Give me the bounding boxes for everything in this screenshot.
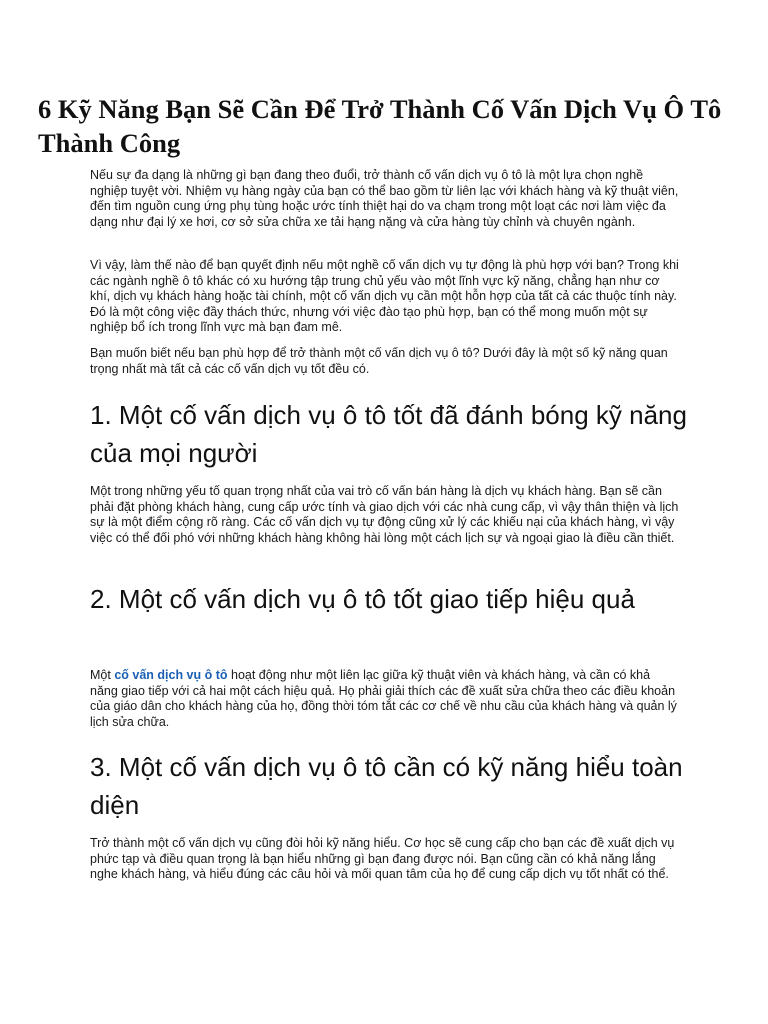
intro-paragraph-1: Nếu sự đa dạng là những gì bạn đang theo đuổi, trở thành cố vấn dịch vụ ô tô là một lựa chọn nghề nghiệp tuyệt vời. Nhiệm vụ hàng ngày của bạn có thể bao gồm từ liên lạc với khách hàng và kỹ thuật viên, đến tìm nguồn cung ứng phụ tùng hoặc ước tính thiệt hại do va chạm trong một loạt các nơi làm việc đa dạng như đại lý xe hơi, cơ sở sửa chữa xe tải hạng nặng và cửa hàng tùy chỉnh và chuyên ngành. xyxy=(90,168,679,229)
section-2-heading: 2. Một cố vấn dịch vụ ô tô tốt giao tiếp hiệu quả xyxy=(90,584,635,614)
service-advisor-link[interactable]: cố vấn dịch vụ ô tô xyxy=(114,668,228,682)
section-2-body-prefix: Một xyxy=(90,668,115,682)
section-2-body xyxy=(90,668,680,730)
section-3-body: Trở thành một cố vấn dịch vụ cũng đòi hỏi kỹ năng hiểu. Cơ học sẽ cung cấp cho bạn các đề xuất dịch vụ phức tạp và điều quan trọng là bạn hiểu những gì bạn đang được nói. Bạn cũng cần có khả năng lắng nghe khách hàng, và hiểu đúng các câu hỏi và mối quan tâm của họ để cung cấp dịch vụ tốt nhất có thể. xyxy=(90,836,675,881)
section-2-body-suffix: hoạt động như một liên lạc giữa kỹ thuật viên và khách hàng, và cần có khả năng giao tiếp với cả hai một cách hiệu quả. Họ phải giải thích các đề xuất sửa chữa theo các điều khoản của giáo dân cho khách hàng của họ, đồng thời tóm tắt các cơ chế về nhu cầu của khách hàng và quản lý lịch sửa chữa. xyxy=(90,668,677,729)
intro-paragraph-2: Vì vậy, làm thế nào để bạn quyết định nếu một nghề cố vấn dịch vụ tự động là phù hợp với bạn? Trong khi các ngành nghề ô tô khác có xu hướng tập trung chủ yếu vào một lĩnh vực kỹ năng, chẳng hạn như cơ khí, dịch vụ khách hàng hoặc tài chính, một cố vấn dịch vụ cần một hỗn hợp của tất cả các thuộc tính này. Đó là một công việc đầy thách thức, nhưng với việc đào tạo phù hợp, bạn có thể mong muốn một sự nghiệp bổ ích trong lĩnh vực mà bạn đam mê. xyxy=(90,258,679,334)
section-1-body: Một trong những yếu tố quan trọng nhất của vai trò cố vấn bán hàng là dịch vụ khách hàng. Bạn sẽ cần phải đặt phòng khách hàng, cung cấp ước tính và giao dịch với các nhà cung cấp, vì vậy thân thiện và lịch sự là một điểm cộng rõ ràng. Các cố vấn dịch vụ tự động cũng xử lý các khiếu nại của khách hàng, vì vậy việc có thể đối phó với những khách hàng không hài lòng một cách lịch sự và ngoại giao là điều cần thiết. xyxy=(90,484,679,545)
intro-paragraph-3: Bạn muốn biết nếu bạn phù hợp để trở thành một cố vấn dịch vụ ô tô? Dưới đây là một số kỹ năng quan trọng nhất mà tất cả các cố vấn dịch vụ tốt đều có. xyxy=(90,346,668,376)
section-3-heading: 3. Một cố vấn dịch vụ ô tô cần có kỹ năng hiểu toàn diện xyxy=(90,752,683,820)
page-title: 6 Kỹ Năng Bạn Sẽ Cần Để Trở Thành Cố Vấn Dịch Vụ Ô Tô Thành Công xyxy=(38,94,722,158)
section-1-heading: 1. Một cố vấn dịch vụ ô tô tốt đã đánh bóng kỹ năng của mọi người xyxy=(90,400,687,468)
